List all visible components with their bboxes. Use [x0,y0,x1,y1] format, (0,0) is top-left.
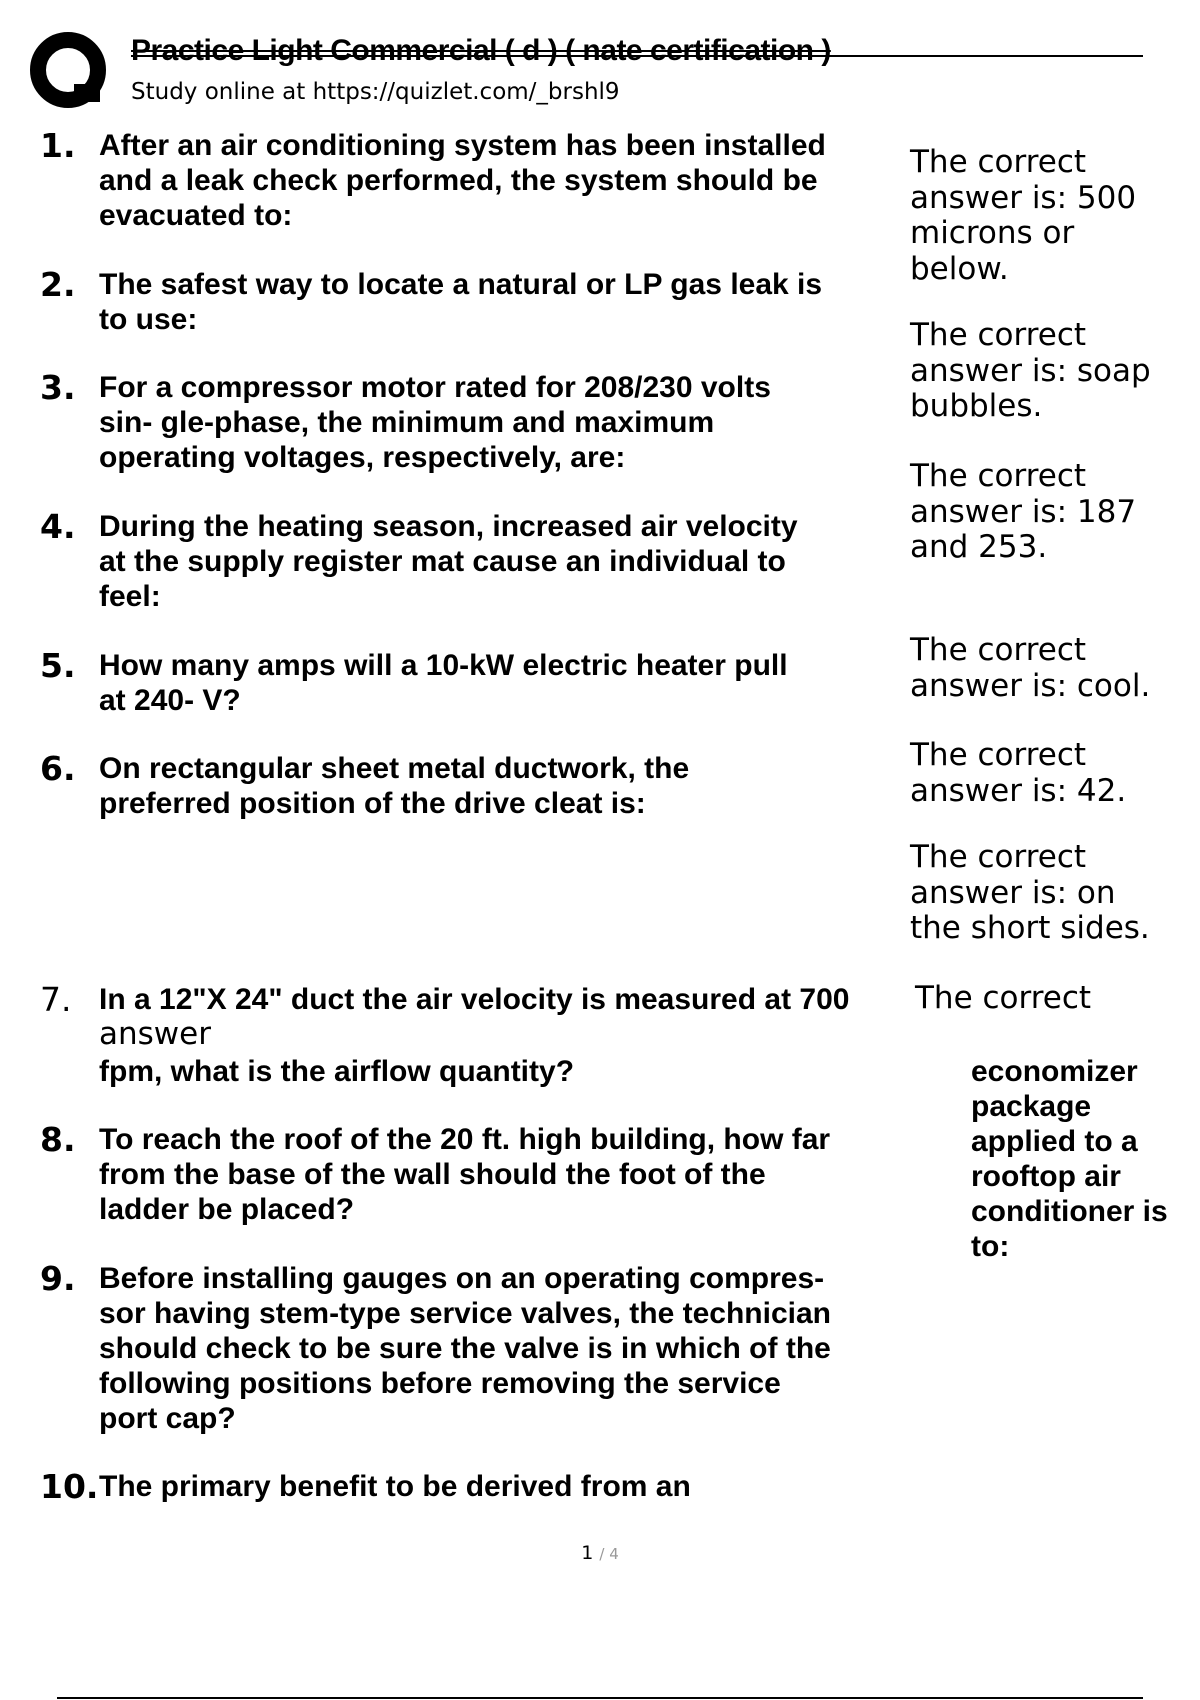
bottom-rule [57,1697,1143,1699]
question-text: In a 12"X 24" duct the air velocity is measured at 700 [99,983,850,1016]
answer-text: The correct answer is: 42. [910,737,1127,809]
question-text: Before installing gauges on an operating compres- sor having stem-type service valves, the technician should check to be sure the valve is in which of the following positions before removing the service port cap? [99,1262,831,1435]
answer-text: The correct answer is: soap bubbles. [910,317,1151,424]
question-number: 7. [40,980,72,1019]
question-text: For a compressor motor rated for 208/230 volts sin- gle-phase, the minimum and maximum operating voltages, respectively, are: [99,371,771,474]
answer-text: The correct answer is: cool. [910,632,1151,704]
question-text: fpm, what is the airflow quantity? [99,1055,575,1088]
question-number: 2. [40,265,76,304]
page-indicator [0,1542,1200,1564]
question-number: 8. [40,1120,76,1159]
answer-text: The correct answer is: on the short sides. [910,839,1150,946]
question-text: The safest way to locate a natural or LP gas leak is to use: [99,268,823,336]
page-number: 1 [581,1542,594,1564]
answer-text: answer [99,1016,211,1052]
quizlet-logo-icon [30,30,110,110]
study-online-link[interactable]: Study online at https://quizlet.com/_brshl9 [131,79,620,105]
question-text: To reach the roof of the 20 ft. high building, how far from the base of the wall should the foot of the ladder be placed? [99,1123,831,1226]
question-number: 10. [40,1467,99,1506]
question-number: 9. [40,1259,76,1298]
question-text: How many amps will a 10-kW electric heater pull at 240- V? [99,649,788,717]
question-continuation: economizer package applied to a rooftop air conditioner is to: [971,1055,1168,1263]
question-number: 4. [40,507,76,546]
question-number: 6. [40,749,76,788]
title-rule [131,55,1143,57]
question-number: 1. [40,126,76,165]
question-number: 3. [40,368,76,407]
question-text: During the heating season, increased air velocity at the supply register mat cause an individual to feel: [99,510,798,613]
page-total: / 4 [599,1545,619,1563]
question-text: The primary benefit to be derived from an [99,1470,691,1503]
question-text: After an air conditioning system has been installed and a leak check performed, the system should be evacuated to: [99,129,826,232]
answer-text: The correct answer is: 187 and 253. [910,458,1137,565]
answer-text: The correct answer is: 500 microns or below. [910,144,1137,287]
question-number: 5. [40,646,76,685]
document-title: Practice Light Commercial ( d ) ( nate certification ) [131,34,831,67]
question-text: On rectangular sheet metal ductwork, the preferred position of the drive cleat is: [99,752,690,820]
answer-text: The correct [915,980,1092,1016]
